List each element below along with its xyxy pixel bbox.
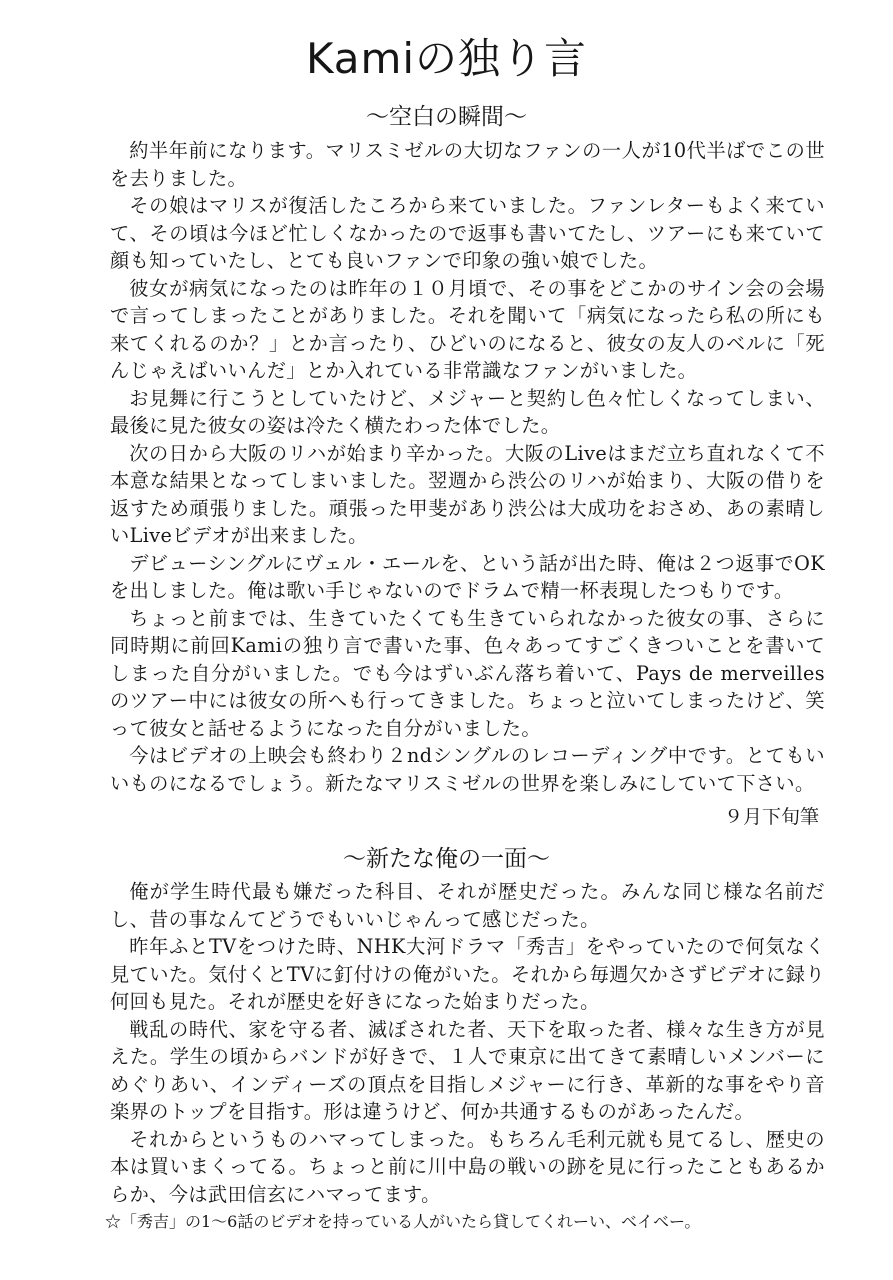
paragraph: 彼女が病気になったのは昨年の１０月頃で、その事をどこかのサイン会の会場で言ってしまったことがありました。それを聞いて「病気になったら私の所にも来てくれるのか？」とか言ったり、ひどいのになると、彼女の友人のベルに「死んじゃえばいいんだ」とか入れている非常識なファンがいました。: [110, 276, 825, 382]
section-heading-1: 〜空白の瞬間〜: [366, 104, 527, 130]
paragraph: それからというものハマってしまった。もちろん毛利元就も見てるし、歴史の本は買いまくってる。ちょっと前に川中島の戦いの跡を見に行ったこともあるからか、今は武田信玄にハマってます。: [110, 1127, 825, 1206]
section-2-body: [110, 878, 825, 1208]
footnote: ☆「秀吉」の1〜6話のビデオを持っている人がいたら貸してくれーい、ベイベー。: [105, 1212, 701, 1231]
paragraph: 次の日から大阪のリハが始まり辛かった。大阪のLiveはまだ立ち直れなくて不本意な結果となってしまいました。翌週から渋公のリハが始まり、大阪の借りを返すため頑張りました。頑張った甲斐があり渋公は大成功をおさめ、あの素晴しいLiveビデオが出来ました。: [110, 441, 825, 547]
signature-date: ９月下旬筆: [723, 806, 819, 828]
page-title: Kamiの独り言: [305, 34, 588, 83]
paragraph: デビューシングルにヴェル・エールを、という話が出た時、俺は２つ返事でOKを出しました。俺は歌い手じゃないのでドラムで精一杯表現したつもりです。: [110, 551, 825, 602]
paragraph: 約半年前になります。マリスミゼルの大切なファンの一人が10代半ばでこの世を去りました。: [110, 139, 825, 190]
section-1-body: [110, 137, 825, 797]
paragraph: 俺が学生時代最も嫌だった科目、それが歴史だった。みんな同じ様な名前だし、昔の事なんてどうでもいいじゃんって感じだった。: [110, 880, 825, 931]
paragraph: その娘はマリスが復活したころから来ていました。ファンレターもよく来ていて、その頃は今ほど忙しくなかったので返事も書いてたし、ツアーにも来ていて顔も知っていたし、とても良いファンで印象の強い娘でした。: [110, 194, 825, 272]
paragraph: ちょっと前までは、生きていたくても生きていられなかった彼女の事、さらに同時期に前回Kamiの独り言で書いた事、色々あってすごくきついことを書いてしまった自分がいました。でも今はずいぶん落ち着いて、Pays de merveillesのツアー中には彼女の所へも行ってきました。ちょっと泣いてしまったけど、笑って彼女と話せるようになった自分がいました。: [110, 606, 825, 740]
paragraph: 昨年ふとTVをつけた時、NHK大河ドラマ「秀吉」をやっていたので何気なく見ていた。気付くとTVに釘付けの俺がいた。それから毎週欠かさずビデオに録り何回も見た。それが歴史を好きになった始まりだった。: [110, 935, 825, 1013]
paragraph: 今はビデオの上映会も終わり２ndシングルのレコーディング中です。とてもいいものになるでしょう。新たなマリスミゼルの世界を楽しみにしていて下さい。: [110, 744, 825, 795]
paragraph: お見舞に行こうとしていたけど、メジャーと契約し色々忙しくなってしまい、最後に見た彼女の姿は冷たく横たわった体でした。: [110, 386, 825, 437]
section-heading-2: 〜新たな俺の一面〜: [343, 846, 550, 872]
paragraph: 戦乱の時代、家を守る者、滅ぼされた者、天下を取った者、様々な生き方が見えた。学生の頃からバンドが好きで、１人で東京に出てきて素晴しいメンバーにめぐりあい、インディーズの頂点を目指しメジャーに行き、革新的な事をやり音楽界のトップを目指す。形は違うけど、何か共通するものがあったんだ。: [110, 1017, 825, 1123]
